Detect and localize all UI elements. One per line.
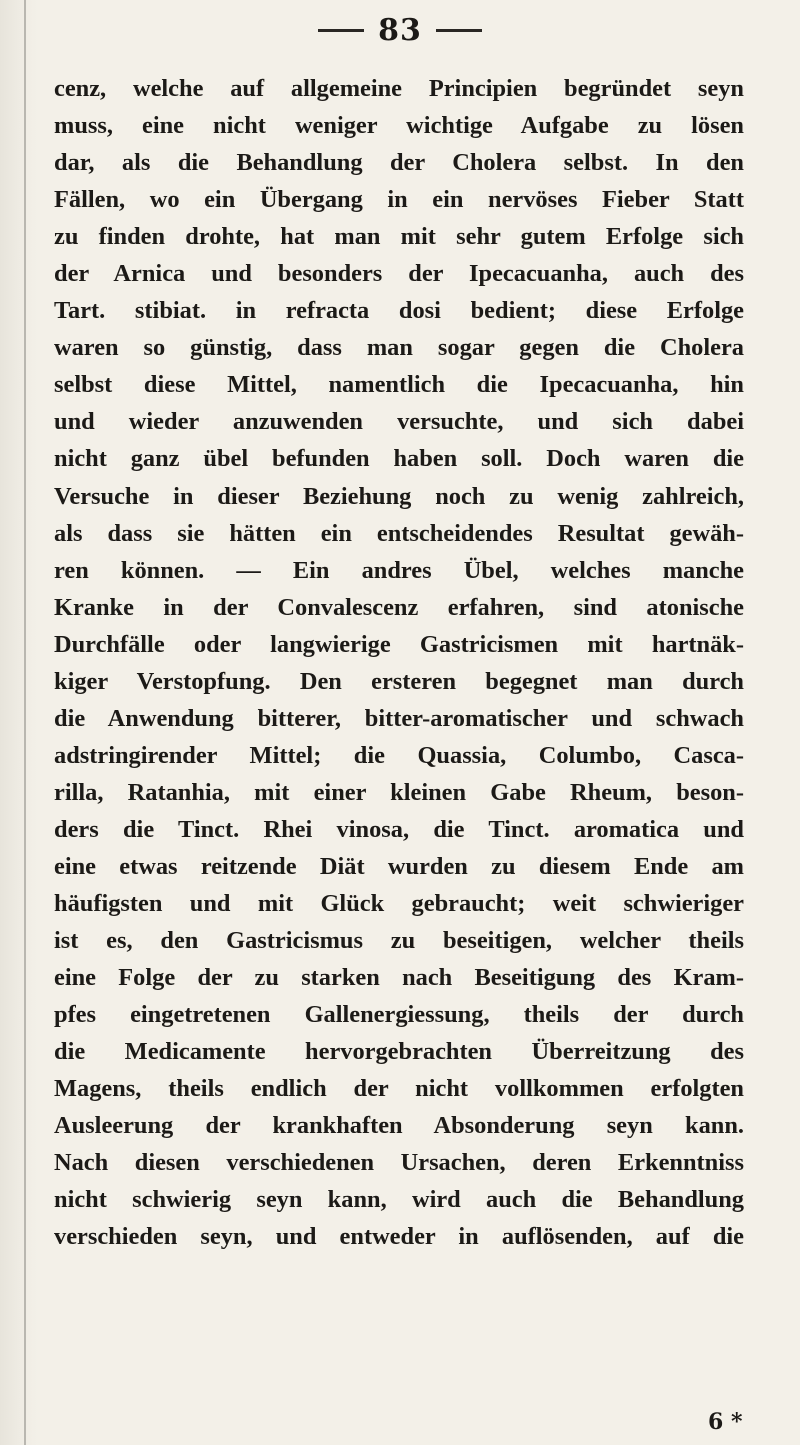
text-line: Fällen, wo ein Übergang in ein nervöses Fieber Statt	[54, 186, 744, 214]
text-line: ders die Tinct. Rhei vinosa, die Tinct. aromatica und	[54, 815, 744, 843]
text-line: selbst diese Mittel, namentlich die Ipecacuanha, hin	[54, 371, 744, 399]
body-text	[54, 70, 744, 1256]
text-line: nicht schwierig seyn kann, wird auch die Behandlung	[54, 1186, 744, 1214]
text-line: ren können. — Ein andres Übel, welches manche	[54, 556, 744, 584]
text-line: eine Folge der zu starken nach Beseitigung des Kram-	[54, 964, 744, 992]
text-line: ist es, den Gastricismus zu beseitigen, welcher theils	[54, 927, 744, 955]
text-line: häufigsten und mit Glück gebraucht; weit schwieriger	[54, 890, 744, 918]
text-line: muss, eine nicht weniger wichtige Aufgabe zu lösen	[54, 112, 744, 140]
text-line: Magens, theils endlich der nicht vollkommen erfolgten	[54, 1075, 744, 1103]
header-rule-left	[318, 29, 364, 32]
text-line: pfes eingetretenen Gallenergiessung, theils der durch	[54, 1001, 744, 1029]
text-line: dar, als die Behandlung der Cholera selbst. In den	[54, 149, 744, 177]
text-line: zu finden drohte, hat man mit sehr gutem Erfolge sich	[54, 223, 744, 251]
text-line: Kranke in der Convalescenz erfahren, sind atonische	[54, 593, 744, 621]
text-line: und wieder anzuwenden versuchte, und sich dabei	[54, 408, 744, 436]
text-line: Nach diesen verschiedenen Ursachen, deren Erkenntniss	[54, 1149, 744, 1177]
text-line: cenz, welche auf allgemeine Principien begründet seyn	[54, 75, 744, 102]
text-line: der Arnica und besonders der Ipecacuanha, auch des	[54, 260, 744, 288]
binding-edge	[24, 0, 26, 1445]
text-line: kiger Verstopfung. Den ersteren begegnet man durch	[54, 667, 744, 695]
text-line: verschieden seyn, und entweder in auflösenden, auf die	[54, 1223, 744, 1251]
text-line: Ausleerung der krankhaften Absonderung seyn kann.	[54, 1112, 744, 1140]
text-line: Versuche in dieser Beziehung noch zu wenig zahlreich,	[54, 482, 744, 510]
page-header	[0, 8, 800, 52]
signature-mark: 6 *	[708, 1409, 743, 1435]
text-line: adstringirender Mittel; die Quassia, Columbo, Casca-	[54, 741, 744, 769]
text-line: als dass sie hätten ein entscheidendes Resultat gewäh-	[54, 519, 744, 547]
text-line: Durchfälle oder langwierige Gastricismen mit hartnäk-	[54, 630, 744, 658]
header-rule-right	[436, 29, 482, 32]
text-line: eine etwas reitzende Diät wurden zu diesem Ende am	[54, 852, 744, 880]
text-line: waren so günstig, dass man sogar gegen die Cholera	[54, 334, 744, 362]
text-line: rilla, Ratanhia, mit einer kleinen Gabe Rheum, beson-	[54, 778, 744, 806]
text-line: nicht ganz übel befunden haben soll. Doch waren die	[54, 445, 744, 473]
text-line: die Anwendung bitterer, bitter-aromatischer und schwach	[54, 704, 744, 732]
text-line: Tart. stibiat. in refracta dosi bedient; diese Erfolge	[54, 297, 744, 325]
page-number: 83	[378, 12, 422, 48]
text-line: die Medicamente hervorgebrachten Überreitzung des	[54, 1038, 744, 1066]
binding-gutter	[0, 0, 38, 1445]
